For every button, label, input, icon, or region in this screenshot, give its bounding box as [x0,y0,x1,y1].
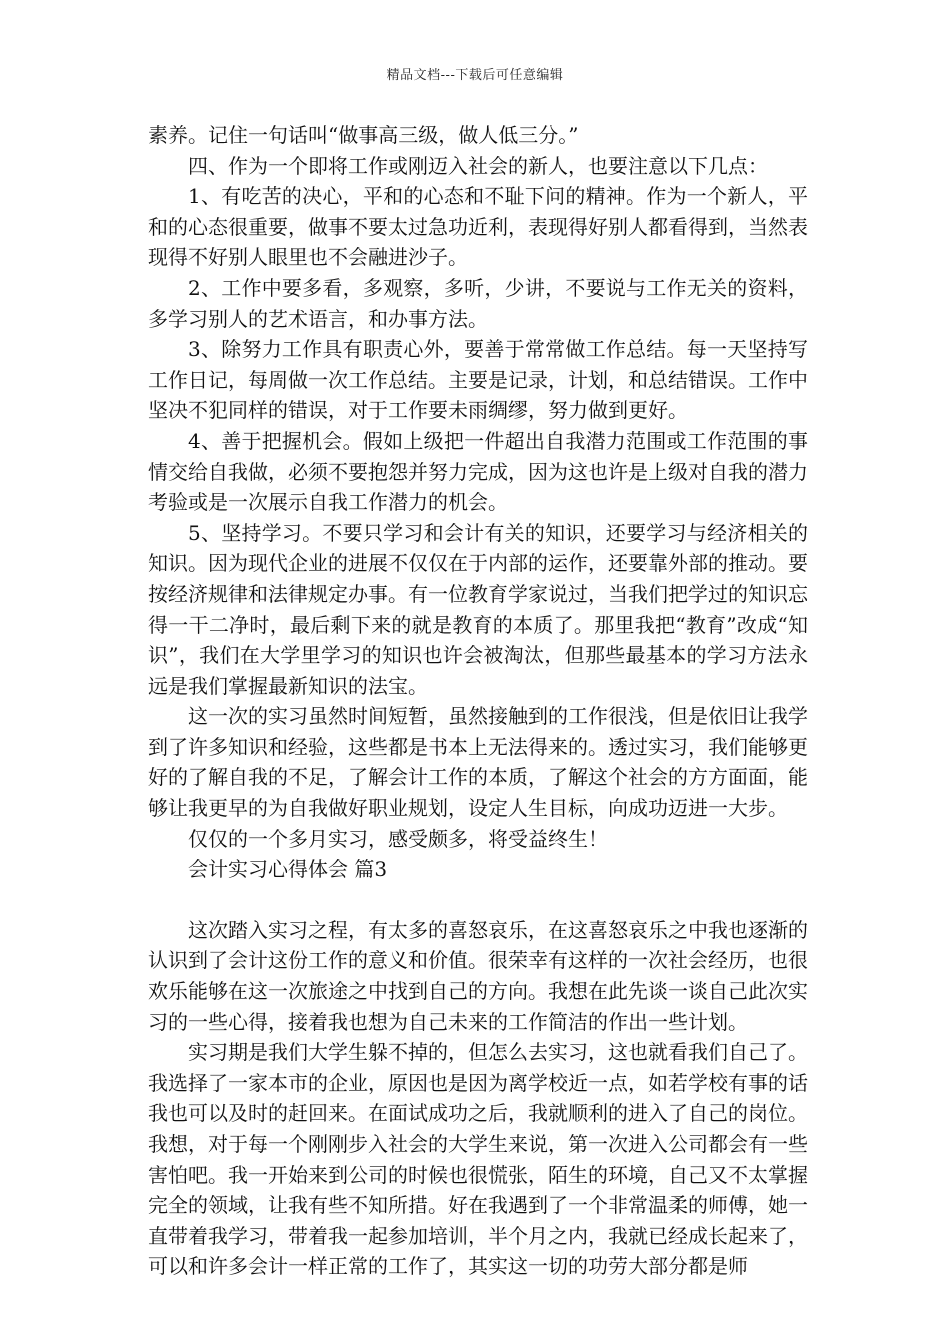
paragraph-point-5: 5、坚持学习。不要只学习和会计有关的知识，还要学习与经济相关的知识。因为现代企业的进展不仅仅在于内部的运作，还要靠外部的推动。要按经济规律和法律规定办事。有一位教育学家说过，当我们把学过的知识忘得一干二净时，最后剩下来的就是教育的本质了。那里我把“教育”改成“知识”，我们在大学里学习的知识也许会被淘汰，但那些最基本的学习方法永远是我们掌握最新知识的法宝。 [148,520,808,698]
section-heading-part-3: 会计实习心得体会 篇3 [188,857,388,882]
paragraph-point-1: 1、有吃苦的决心，平和的心态和不耻下问的精神。作为一个新人，平和的心态很重要，做事不要太过急功近利，表现得好别人都看得到，当然表现得不好别人眼里也不会融进沙子。 [148,184,808,270]
document-body [148,120,808,1282]
paragraph-point-4: 4、善于把握机会。假如上级把一件超出自我潜力范围或工作范围的事情交给自我做，必须不要抱怨并努力完成，因为这也许是上级对自我的潜力考验或是一次展示自我工作潜力的机会。 [148,428,808,515]
page-header: 精品文档---下载后可任意编辑 [386,68,564,83]
paragraph-point-2: 2、工作中要多看，多观察，多听，少讲，不要说与工作无关的资料，多学习别人的艺术语言，和办事方法。 [148,275,808,331]
paragraph-closing: 仅仅的一个多月实习，感受颇多，将受益终生！ [188,826,608,851]
paragraph-internship-experience: 实习期是我们大学生躲不掉的，但怎么去实习，这也就看我们自己了。我选择了一家本市的企业，原因也是因为离学校近一点，如若学校有事的话我也可以及时的赶回来。在面试成功之后，我就顺利的进入了自己的岗位。我想，对于每一个刚刚步入社会的大学生来说，第一次进入公司都会有一些害怕吧。我一开始来到公司的时候也很慌张，陌生的环境，自己又不太掌握完全的领域，让我有些不知所措。好在我遇到了一个非常温柔的师傅，她一直带着我学习，带着我一起参加培训，半个月之内，我就已经成长起来了，可以和许多会计一样正常的工作了，其实这一切的功劳大部分都是师 [148,1040,808,1279]
paragraph-point-3: 3、除努力工作具有职责心外，要善于常常做工作总结。每一天坚持写工作日记，每周做一次工作总结。主要是记录，计划，和总结错误。工作中坚决不犯同样的错误，对于工作要未雨绸缪，努力做到更好。 [148,337,808,423]
paragraph-summary: 这一次的实习虽然时间短暂，虽然接触到的工作很浅，但是依旧让我学到了许多知识和经验，这些都是书本上无法得来的。透过实习，我们能够更好的了解自我的不足，了解会计工作的本质，了解这个社会的方方面面，能够让我更早的为自我做好职业规划，设定人生目标，向成功迈进一大步。 [148,704,808,821]
paragraph-section-four: 四、作为一个即将工作或刚迈入社会的新人，也要注意以下几点： [188,153,768,178]
section-spacer [148,885,808,915]
paragraph-intro-part-3: 这次踏入实习之程，有太多的喜怒哀乐，在这喜怒哀乐之中我也逐渐的认识到了会计这份工作的意义和价值。很荣幸有这样的一次社会经历，也很欢乐能够在这一次旅途之中找到自己的方向。我想在此先谈一谈自己此次实习的一些心得，接着我也想为自己未来的工作简洁的作出一些计划。 [148,917,808,1034]
paragraph-continuation: 素养。记住一句话叫“做事高三级，做人低三分。” [148,123,579,147]
